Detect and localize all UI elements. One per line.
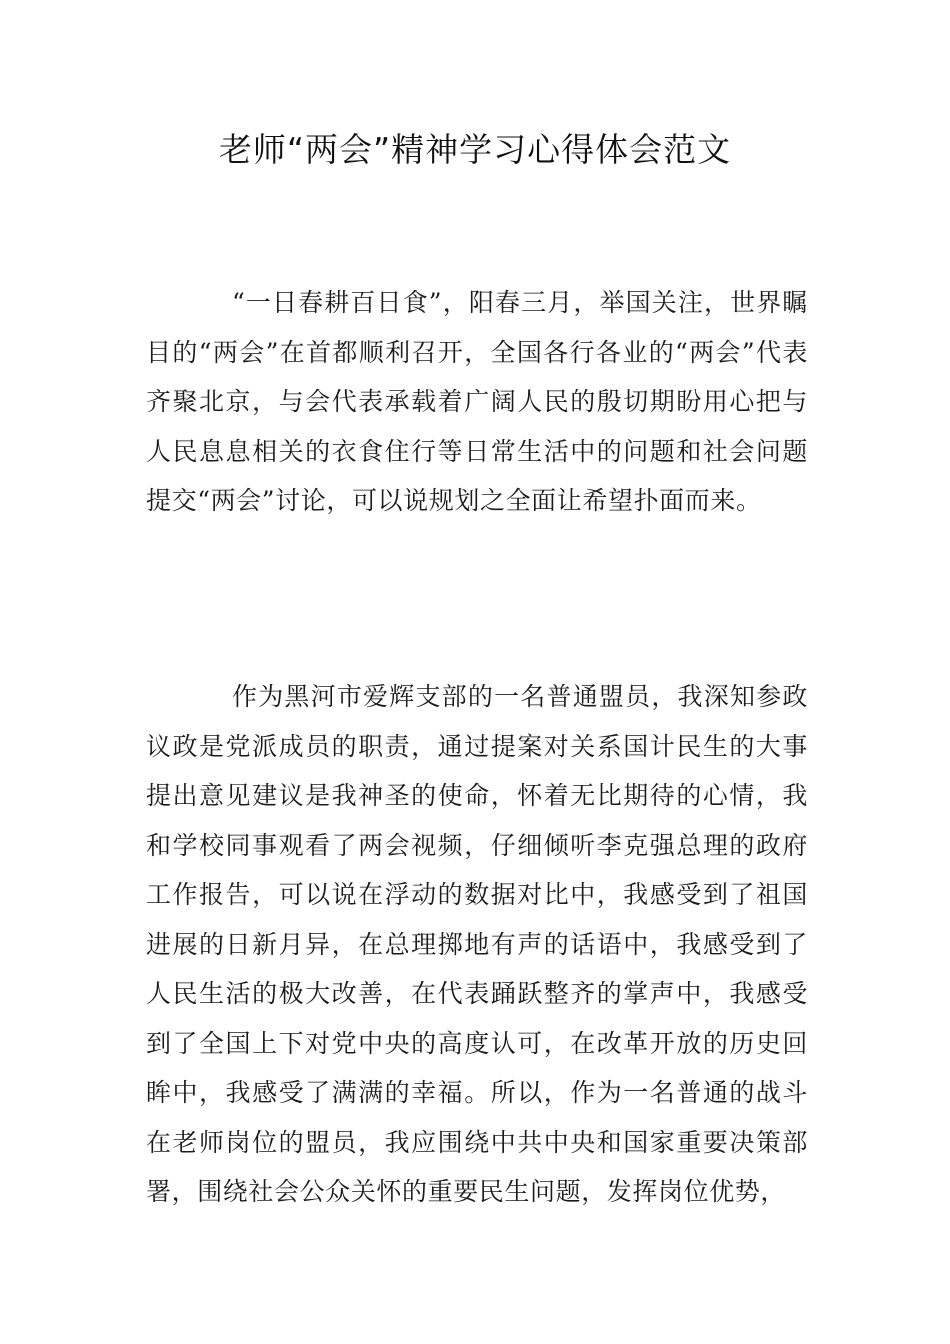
document-title: 老师“两会”精神学习心得体会范文	[218, 130, 732, 169]
body-paragraph: 作为黑河市爱辉支部的一名普通盟员，我深知参政议政是党派成员的职责，通过提案对关系国计民生的大事提出意见建议是我神圣的使命，怀着无比期待的心情，我和学校同事观看了两会视频，仔细倾听李克强总理的政府工作报告，可以说在浮动的数据对比中，我感受到了祖国进展的日新月异，在总理掷地有声的话语中，我感受到了人民生活的极大改善，在代表踊跃整齐的掌声中，我感受到了全国上下对党中央的高度认可，在改革开放的历史回眸中，我感受了满满的幸福。所以，作为一名普通的战斗在老师岗位的盟员，我应围绕中共中央和国家重要决策部署，围绕社会公众关怀的重要民生问题，发挥岗位优势，	[146, 682, 808, 1206]
body-paragraph: “一日春耕百日食”，阳春三月，举国关注，世界瞩目的“两会”在首都顺利召开，全国各行各业的“两会”代表齐聚北京，与会代表承载着广阔人民的殷切期盼用心把与人民息息相关的衣食住行等日常生活中的问题和社会问题提交“两会”讨论，可以说规划之全面让希望扑面而来。	[146, 288, 808, 515]
